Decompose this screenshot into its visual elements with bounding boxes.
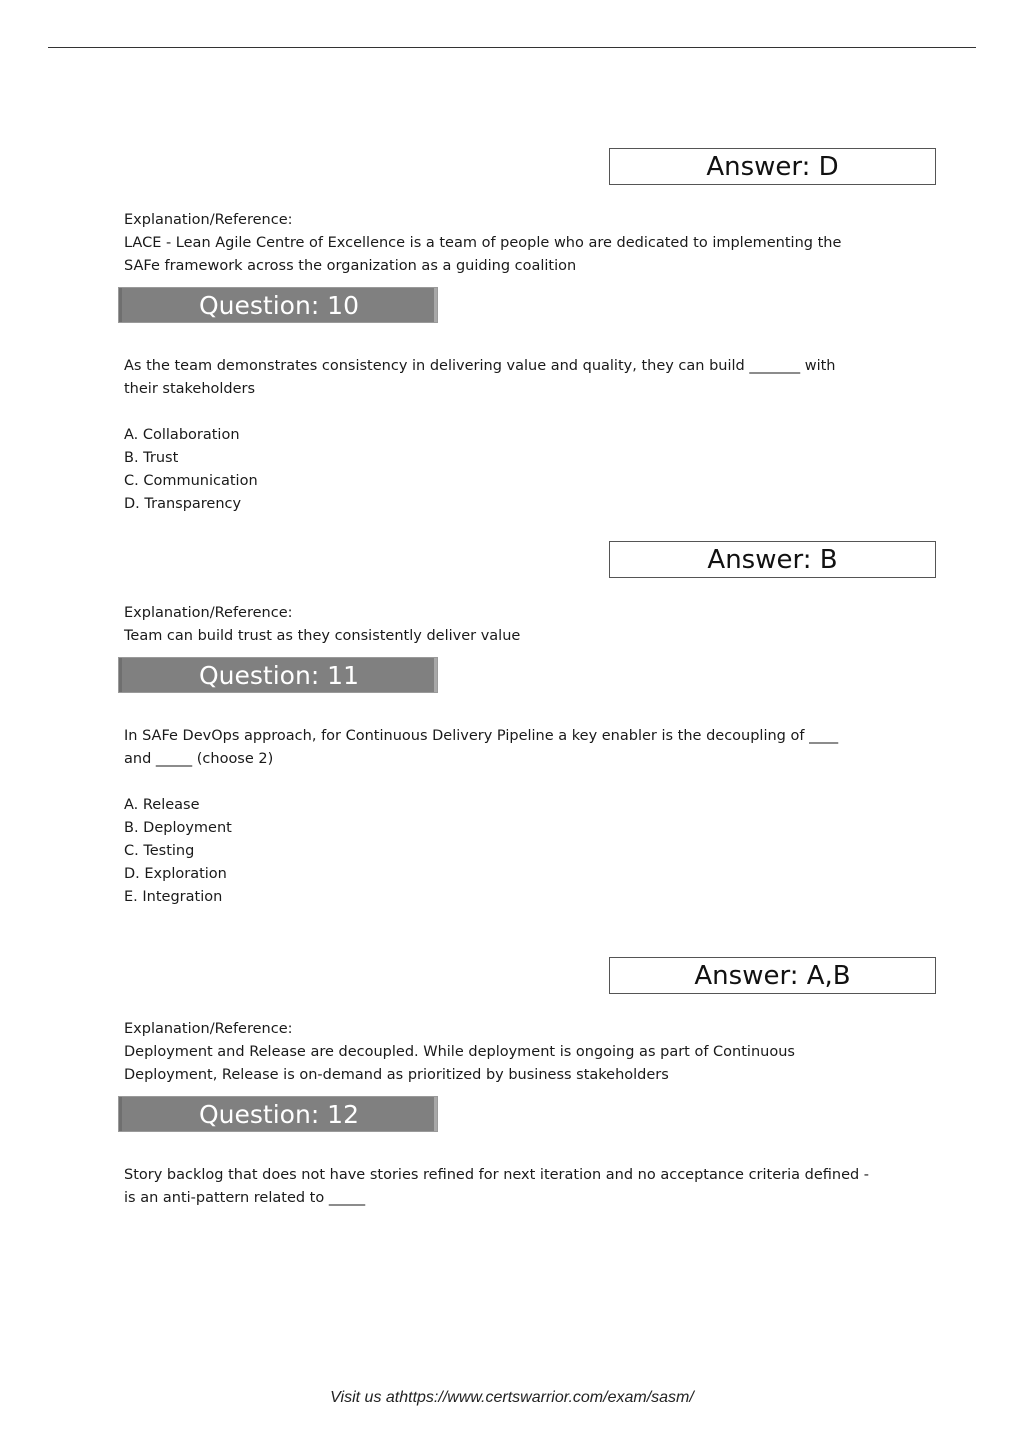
question-header-11 bbox=[118, 657, 438, 693]
answer-label: Answer: A,B bbox=[694, 960, 851, 991]
stem-line: In SAFe DevOps approach, for Continuous Delivery Pipeline a key enabler is the decoupling of ____ bbox=[124, 728, 839, 744]
question-stem-10 bbox=[124, 355, 914, 401]
explanation-line: Deployment and Release are decoupled. While deployment is ongoing as part of Continuous bbox=[124, 1044, 795, 1060]
option-a: A. Release bbox=[124, 797, 200, 813]
option-d: D. Transparency bbox=[124, 496, 242, 512]
explanation-line: Team can build trust as they consistently deliver value bbox=[124, 628, 521, 644]
explanation-q10 bbox=[124, 602, 914, 648]
header-rule bbox=[48, 47, 976, 48]
footer-link[interactable]: Visit us athttps://www.certswarrior.com/exam/sasm/ bbox=[330, 1389, 694, 1406]
question-stem-11 bbox=[124, 725, 914, 771]
answer-box-q10 bbox=[609, 541, 936, 578]
question-title: Question: 12 bbox=[199, 1100, 359, 1129]
stem-line: their stakeholders bbox=[124, 381, 256, 397]
explanation-line: SAFe framework across the organization as a guiding coalition bbox=[124, 258, 577, 274]
option-b: B. Deployment bbox=[124, 820, 232, 836]
answer-label: Answer: D bbox=[706, 151, 839, 182]
stem-line: is an anti-pattern related to _____ bbox=[124, 1190, 366, 1206]
option-b: B. Trust bbox=[124, 450, 179, 466]
answer-box-q9 bbox=[609, 148, 936, 185]
option-c: C. Testing bbox=[124, 843, 195, 859]
explanation-q11 bbox=[124, 1018, 914, 1087]
explanation-q9 bbox=[124, 209, 914, 278]
explanation-heading: Explanation/Reference: bbox=[124, 212, 293, 228]
option-c: C. Communication bbox=[124, 473, 258, 489]
explanation-heading: Explanation/Reference: bbox=[124, 605, 293, 621]
options-list-11 bbox=[124, 794, 524, 909]
option-e: E. Integration bbox=[124, 889, 223, 905]
answer-box-q11 bbox=[609, 957, 936, 994]
explanation-heading: Explanation/Reference: bbox=[124, 1021, 293, 1037]
stem-line: Story backlog that does not have stories refined for next iteration and no acceptance criteria defined - bbox=[124, 1167, 870, 1183]
stem-line: and _____ (choose 2) bbox=[124, 751, 274, 767]
options-list-10 bbox=[124, 424, 524, 516]
question-stem-12 bbox=[124, 1164, 914, 1210]
question-header-10 bbox=[118, 287, 438, 323]
question-title: Question: 11 bbox=[199, 661, 359, 690]
answer-label: Answer: B bbox=[707, 544, 838, 575]
explanation-line: Deployment, Release is on-demand as prioritized by business stakeholders bbox=[124, 1067, 669, 1083]
stem-line: As the team demonstrates consistency in delivering value and quality, they can build _______ with bbox=[124, 358, 836, 374]
option-d: D. Exploration bbox=[124, 866, 227, 882]
question-title: Question: 10 bbox=[199, 291, 359, 320]
explanation-line: LACE - Lean Agile Centre of Excellence is a team of people who are dedicated to implementing the bbox=[124, 235, 842, 251]
option-a: A. Collaboration bbox=[124, 427, 240, 443]
question-header-12 bbox=[118, 1096, 438, 1132]
